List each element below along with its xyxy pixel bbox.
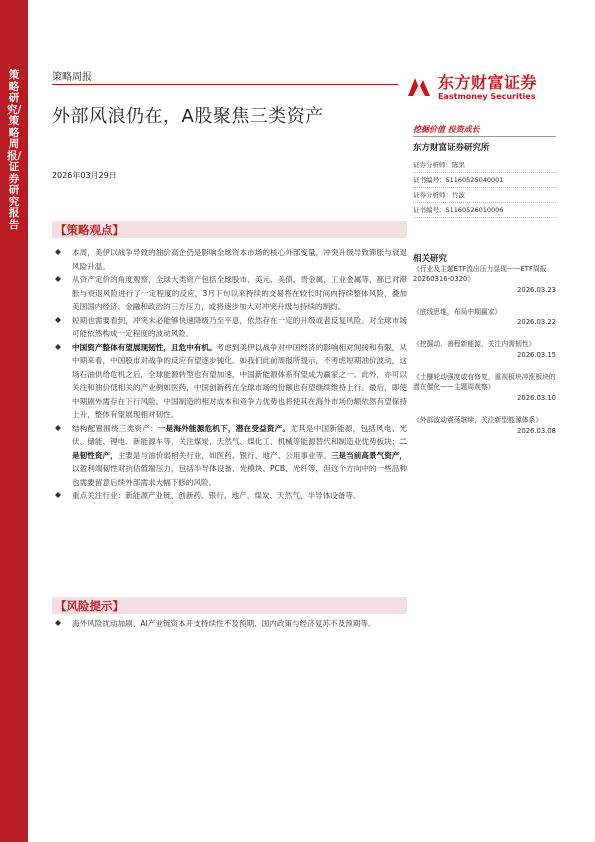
bullet-item	[52, 617, 407, 631]
bullet-text: 主要是与油价弱相关行业，如医药、银行、地产、公用事业等。	[117, 450, 331, 460]
sidebar-band	[0, 0, 28, 842]
bullet-item	[52, 341, 407, 422]
related-item-date: 2026.03.10	[517, 393, 556, 402]
related-item-date: 2026.03.15	[517, 351, 556, 360]
view-section-title: 【策略观点】	[55, 223, 124, 237]
view-bullet-list	[52, 246, 407, 503]
institute-name: 东方财富证券研究所	[413, 143, 490, 153]
risk-bullet-list	[52, 617, 407, 631]
brand-logo-icon	[405, 72, 433, 100]
related-item-title[interactable]: 《挖掘动、善程新能源，关注内需韧性》	[413, 340, 536, 349]
analyst-row: 证券分析师：竹波	[413, 188, 556, 203]
bullet-text-bold: 三是当前高景气资产，	[330, 450, 408, 460]
related-list	[413, 265, 556, 449]
related-item-title[interactable]: 《行业及主题ETF流出压力显现——ETF周报20260316-0320》	[413, 265, 547, 283]
analyst-row: 证书编号：S1160526010006	[413, 203, 556, 218]
bullet-text: 结构配置围绕三类资产：	[72, 423, 158, 433]
page-title: 外部风浪仍在，A股聚焦三类资产	[52, 106, 324, 127]
bullet-text: 尤其是中国新能源，包括风电、光伏、储能、锂电、新能源车等，关注煤炭、天然气、煤化工、机械等能源替代和制造业优势板块；	[72, 423, 408, 446]
diamond-bullet-icon	[55, 317, 61, 323]
bullet-text: 本周，美伊以战争导致的油价高企仍是影响全球资本市场的核心外部变量，冲突升级导致滞胀与衰退风险升温。	[72, 248, 407, 271]
risk-section-header	[52, 597, 407, 614]
bullet-item	[52, 489, 407, 503]
related-item-date: 2026.03.08	[517, 426, 556, 435]
bullet-item	[52, 422, 407, 490]
bullet-text-bold: 二是韧性资产，	[72, 437, 408, 460]
bullet-text: 海外风险扰动加剧、AI产业链资本开支持续性不及预期、国内政策与经济复苏不及预期等。	[72, 619, 376, 628]
brand-logo	[405, 70, 555, 110]
related-item-date: 2026.03.23	[517, 285, 556, 294]
diamond-bullet-icon	[55, 492, 61, 498]
analyst-row: 证书编号：S1160525040001	[413, 173, 556, 188]
diamond-bullet-icon	[55, 344, 61, 350]
related-item-date: 2026.03.22	[517, 318, 556, 327]
report-date: 2026年03月29日	[52, 171, 117, 180]
related-heading: 相关研究	[413, 254, 448, 264]
related-item-title[interactable]: 《底线思维，布局中期赢家》	[413, 307, 502, 316]
bullet-text: 重点关注行业：新能源产业链、创新药、银行、地产、煤炭、天然气、半导体设备等。	[72, 491, 361, 500]
bullet-item	[52, 246, 407, 273]
bullet-text-bold: 中国资产整体有望展现韧性，且危中有机。	[72, 342, 217, 352]
bullet-text: 短期也需要看到，冲突未必能够快速降级乃至平息，依然存在一定的升级或者反复风险。对全球市场可能依然构成一定程度的波动风险。	[72, 315, 407, 338]
bullet-text: 考虑到美伊以战争对中国经济的影响相对间接和有限，从中期来看，中国股市对战争的反应有望逐步钝化。如我们此前周报所提示，不考虑短期油价波动，这场石油供给危机之后，全球能源转型也有望加速，中国新能源体系有望成为赢家之一。此外，亦可以关注和油价低相关的产业例如医药，中国创新药在全球市场的份额也有望继续维持上行。最后，即使中期剧外需存在下行风险，中国制造的相对成本和竞争力优势也将使其在海外市场份额依然有望保持上升，整体有望展现相对韧性。	[72, 342, 408, 419]
report-type: 策略周报	[52, 72, 92, 83]
brand-name-cn: 东方财富证券	[438, 73, 538, 92]
bullet-text-bold: 一是海外能源危机下，潜在受益资产。	[157, 423, 291, 433]
diamond-bullet-icon	[55, 425, 61, 431]
sidebar-label: 策略研究/策略周报/证券研究报告	[7, 69, 22, 231]
related-item-title[interactable]: 《土醚轮动强度或有修复，重视板块冲涨板块的潜在催化——主题周观察》	[413, 373, 556, 391]
related-item-title[interactable]: 《外部波动震荡继续，关注新型能源体系》	[413, 415, 543, 424]
brand-name-en: Eastmoney Securities	[438, 92, 536, 101]
header-divider	[52, 84, 398, 85]
slogan-divider	[413, 136, 556, 137]
bullet-text: 以盈利端韧性对抗估值端压力，包括半导体设备、光模块、PCB、光纤等，但这个方向中的一些品种也需要留意后续外部需求大幅下修的风险。	[72, 464, 407, 487]
diamond-bullet-icon	[55, 620, 61, 626]
brand-slogan: 挖掘价值 投资成长	[413, 125, 480, 134]
view-section-header	[52, 221, 407, 238]
bullet-item	[52, 273, 407, 314]
analyst-row: 证券分析师：陈果	[413, 158, 556, 173]
diamond-bullet-icon	[55, 276, 61, 282]
risk-section-title: 【风险提示】	[55, 599, 124, 613]
analyst-list	[413, 158, 556, 218]
diamond-bullet-icon	[55, 249, 61, 255]
bullet-item	[52, 314, 407, 341]
bullet-text: 从资产定价的角度观察，全球大类资产包括全球股市、美元、美债、贵金属、工业金属等，都已对滞胀与衰退风险进行了一定程度的反应，3月下旬以来持续的交易将在较长时间内持续整体风险，叠加美国国内经济、金融和政治的三方压力，或将逐步加大对冲突升级与持续的制约。	[72, 275, 407, 311]
